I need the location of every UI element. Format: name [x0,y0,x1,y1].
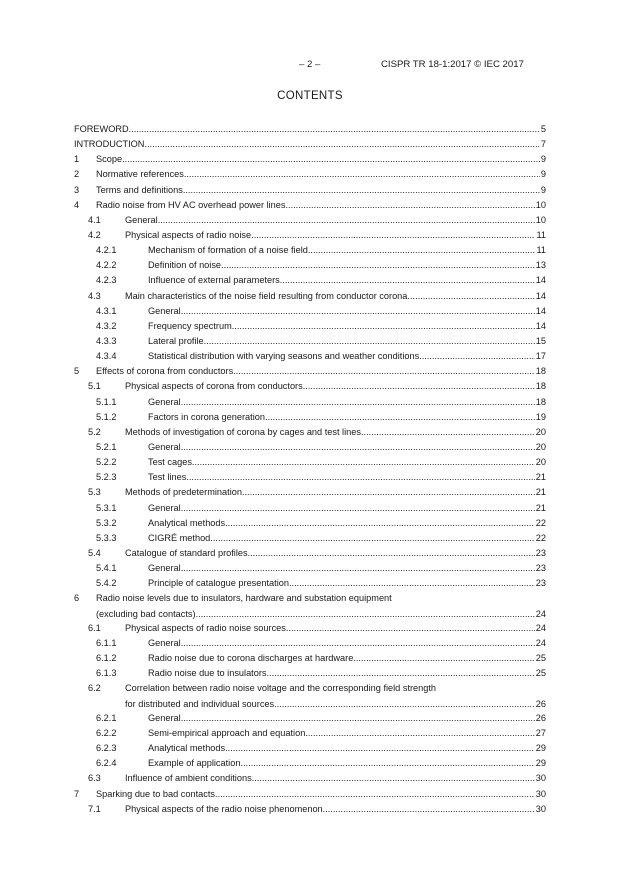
dot-leader [289,576,535,591]
toc-entry-page: 13 [535,260,546,271]
toc-entry-number: 6.2.3 [96,743,117,754]
toc-entry-number: 6.2.1 [96,712,117,723]
toc-entry-page: 27 [535,728,546,739]
toc-entry-title: General [148,441,181,452]
toc-entry-page: 11 [536,245,546,256]
toc-entry-page: 10 [535,214,546,225]
toc-entry-page: 21 [535,472,546,483]
toc-entry[interactable] [74,410,546,425]
toc-entry-page: 25 [535,653,546,664]
dot-leader [186,470,534,485]
toc-entry-number: 6.1 [88,622,101,633]
toc-entry-number: 5.3.1 [96,502,117,513]
dot-leader [233,364,535,379]
dot-leader [323,802,535,817]
dot-leader [181,711,535,726]
toc-entry-number: 5.2.2 [96,457,117,468]
toc-entry-title: Influence of external parameters [148,275,280,286]
toc-entry-number: 5.2.1 [96,441,117,452]
toc-entry-page: 9 [540,184,546,195]
toc-entry-page: 29 [535,758,546,769]
dot-leader [204,334,535,349]
toc-entry-page: 18 [535,381,546,392]
dot-leader [225,516,535,531]
toc-entry-number: 4.3 [88,290,101,301]
dot-leader [419,349,535,364]
toc-entry-page: 22 [535,532,546,543]
toc-entry[interactable] [74,531,546,546]
toc-entry[interactable] [74,364,546,379]
dot-leader [210,531,534,546]
toc-entry[interactable] [74,349,546,364]
toc-entry-number: 4.2 [88,229,101,240]
toc-entry-page: 9 [540,154,546,165]
toc-entry-number: 7 [74,788,80,799]
toc-entry-title: Test lines [148,472,187,483]
toc-entry-number: 6.2.2 [96,728,117,739]
toc-entry-number: 3 [74,184,80,195]
dot-leader [251,228,535,243]
toc-entry-title: Radio noise due to corona discharges at hardware [148,653,354,664]
toc-entry-title: General [148,638,181,648]
toc-entry-title: Scope [96,154,123,165]
dot-leader [252,771,535,786]
toc-entry-title: Terms and definitions [96,184,183,195]
toc-entry[interactable] [74,243,546,258]
toc-entry-page: 26 [535,698,546,709]
toc-entry[interactable] [74,455,546,470]
toc-entry-title: Frequency spectrum [148,320,232,331]
toc-entry-number: 2 [74,169,80,180]
toc-entry-page: 14 [535,305,546,316]
toc-entry[interactable] [74,576,546,591]
toc-entry-page: 30 [535,773,546,784]
toc-entry-title: General [148,712,181,723]
toc-entry-number: 6 [74,593,80,604]
toc-entry-title: Effects of corona from conductors [96,366,234,377]
toc-entry-number: 4.3.2 [96,320,117,331]
toc-entry-number: 5.4 [88,547,101,558]
toc-entry[interactable] [74,711,546,726]
toc-entry-page: 30 [535,788,546,799]
toc-entry[interactable] [74,726,546,741]
toc-entry-title: Physical aspects of radio noise sources [125,622,286,633]
toc-entry-page: 24 [535,622,546,633]
toc-entry-number: 5.3.2 [96,517,117,528]
toc-entry-title: Correlation between radio noise voltage and the corresponding field strength [125,683,437,694]
toc-entry-title-continuation: for distributed and individual sources [125,698,275,709]
toc-entry-page: 18 [535,396,546,407]
dot-leader [181,395,535,410]
toc-entry-number: 4.2.2 [96,260,117,271]
toc-entry-page: 17 [535,351,546,362]
toc-entry-page: 20 [535,441,546,452]
dot-leader [181,561,535,576]
dot-leader [280,273,535,288]
dot-leader [303,379,535,394]
toc-entry[interactable] [74,636,546,651]
toc-entry[interactable] [74,516,546,531]
toc-entry[interactable] [74,802,546,817]
toc-entry-title: Methods of investigation of corona by cages and test lines [125,426,361,437]
toc-entry[interactable] [74,137,546,152]
toc-entry-number: 5 [74,366,80,377]
toc-entry-title: INTRODUCTION [74,139,145,150]
toc-entry-title: Catalogue of standard profiles [125,547,248,558]
toc-entry-title: Influence of ambient conditions [125,773,252,784]
dot-leader [265,410,535,425]
toc-entry-number: 6.1.3 [96,668,117,679]
dot-leader [232,319,535,334]
dot-leader [196,607,535,622]
toc-entry-title: General [148,396,181,407]
dot-leader [407,289,534,304]
dot-leader [240,756,534,771]
dot-leader [184,167,540,182]
toc-entry-number: 5.2.3 [96,472,117,483]
dot-leader [158,213,535,228]
toc-entry-page: 20 [535,457,546,468]
toc-entry[interactable] [74,681,546,711]
toc-entry[interactable] [74,152,546,167]
toc-entry[interactable] [74,198,546,213]
toc-entry[interactable] [74,561,546,576]
toc-entry-page: 30 [535,803,546,814]
toc-entry[interactable] [74,501,546,516]
dot-leader [181,636,535,651]
toc-entry[interactable] [74,289,546,304]
dot-leader [181,440,535,455]
dot-leader [192,455,535,470]
toc-entry-page: 18 [535,366,546,377]
toc-entry[interactable] [74,167,546,182]
toc-entry[interactable] [74,273,546,288]
toc-entry-page: 21 [535,502,546,513]
toc-entry-number: 5.3.3 [96,532,117,543]
toc-entry[interactable] [74,213,546,228]
toc-entry-title: Radio noise levels due to insulators, hardware and substation equipment [96,593,392,604]
dot-leader [286,621,535,636]
dot-leader [181,304,535,319]
toc-entry-page: 14 [535,320,546,331]
toc-entry-title: Physical aspects of the radio noise phenomenon [125,803,323,814]
toc-entry-page: 10 [535,199,546,210]
toc-entry-page: 5 [540,124,546,134]
toc-entry-number: 5.1 [88,381,101,392]
toc-entry[interactable] [74,425,546,440]
dot-leader [267,666,535,681]
toc-entry-page: 25 [535,668,546,679]
dot-leader [215,787,535,802]
toc-entry[interactable] [74,741,546,756]
toc-entry-title: Analytical methods [148,517,226,528]
toc-entry-page: 23 [535,578,546,589]
dot-leader [122,152,540,167]
toc-entry-page: 22 [535,517,546,528]
toc-entry-title: Main characteristics of the noise field resulting from conductor corona [125,290,408,301]
toc-entry[interactable] [74,183,546,198]
toc-entry-page: 24 [535,638,546,648]
toc-entry-number: 6.3 [88,773,101,784]
toc-entry-number: 6.1.2 [96,653,117,664]
toc-entry-number: 5.3 [88,487,101,498]
toc-entry-title: Lateral profile [148,335,204,346]
toc-entry-page: 9 [540,169,546,180]
toc-entry-title: Factors in corona generation [148,411,265,422]
toc-entry-title: FOREWORD [74,124,129,134]
toc-entry[interactable] [74,228,546,243]
dot-leader [129,122,540,137]
toc-entry-page: 19 [535,411,546,422]
toc-entry-number: 4.3.4 [96,351,117,362]
toc-entry[interactable] [74,379,546,394]
toc-entry-number: 4.3.3 [96,335,117,346]
toc-entry-title: Radio noise due to insulators [148,668,267,679]
toc-entry-page: 20 [535,426,546,437]
toc-entry[interactable] [74,122,546,137]
page-number: – 2 – [299,59,321,70]
toc-entry-page: 21 [535,487,546,498]
toc-entry-number: 5.1.1 [96,396,117,407]
toc-entry-title: Statistical distribution with varying seasons and weather conditions [148,351,420,362]
dot-leader [248,546,535,561]
dot-leader [242,485,535,500]
toc-entry-title: General [125,214,158,225]
dot-leader [221,258,535,273]
toc-entry-title: Test cages [148,457,192,468]
toc-entry-number: 4.2.3 [96,275,117,286]
toc-entry-page: 15 [535,335,546,346]
toc-entry[interactable] [74,258,546,273]
toc-entry-title: General [148,563,181,574]
toc-entry-number: 5.4.1 [96,563,117,574]
page-title: CONTENTS [277,90,343,102]
toc-entry-title: Methods of predetermination [125,487,242,498]
toc-entry-number: 7.1 [88,803,101,814]
toc-entry[interactable] [74,666,546,681]
toc-entry-number: 5.1.2 [96,411,117,422]
toc-entry[interactable] [74,395,546,410]
toc-entry[interactable] [74,304,546,319]
dot-leader [274,697,535,712]
dot-leader [181,501,535,516]
toc-entry-title: Semi-empirical approach and equation [148,728,306,739]
toc-entry-title: CIGRÉ method [148,532,211,543]
dot-leader [305,726,534,741]
toc-entry[interactable] [74,485,546,500]
toc-entry[interactable] [74,771,546,786]
dot-leader [225,741,535,756]
toc-entry-page: 14 [535,275,546,286]
toc-entry-page: 26 [535,712,546,723]
toc-entry-title: Physical aspects of radio noise [125,229,252,240]
toc-entry[interactable] [74,756,546,771]
table-of-contents [74,122,546,817]
toc-entry-title: Radio noise from HV AC overhead power lines [96,199,286,210]
toc-entry[interactable] [74,651,546,666]
toc-entry-page: 14 [535,290,546,301]
toc-entry-page: 24 [535,608,546,619]
toc-entry-title: Normative references [96,169,184,180]
toc-entry-title: Mechanism of formation of a noise field [148,245,308,256]
toc-entry-title-continuation: (excluding bad contacts) [96,608,196,619]
toc-entry-number: 6.2 [88,683,101,694]
toc-entry-title: Example of application [148,758,241,769]
toc-entry-number: 4.3.1 [96,305,117,316]
document-reference: CISPR TR 18-1:2017 © IEC 2017 [381,59,524,70]
dot-leader [308,243,536,258]
toc-entry-number: 4.1 [88,214,101,225]
dot-leader [361,425,535,440]
toc-entry[interactable] [74,334,546,349]
dot-leader [353,651,534,666]
toc-entry-number: 6.1.1 [96,638,117,648]
toc-entry-title: General [148,305,181,316]
toc-entry-title: Analytical methods [148,743,226,754]
dot-leader [144,137,539,152]
toc-entry[interactable] [74,787,546,802]
toc-entry[interactable] [74,319,546,334]
toc-entry-number: 5.2 [88,426,101,437]
toc-entry-title: General [148,502,181,513]
toc-entry-number: 6.2.4 [96,758,117,769]
toc-entry-number: 5.4.2 [96,578,117,589]
toc-entry-title: Sparking due to bad contacts [96,788,216,799]
dot-leader [285,198,534,213]
toc-entry-title: Definition of noise [148,260,222,271]
toc-entry-number: 4 [74,199,80,210]
toc-entry-page: 29 [535,743,546,754]
toc-entry-title: Principle of catalogue presentation [148,578,289,589]
toc-entry-page: 11 [536,229,546,240]
toc-entry-page: 23 [535,547,546,558]
toc-entry[interactable] [74,546,546,561]
toc-entry-title: Physical aspects of corona from conductors [125,381,303,392]
toc-entry-page: 7 [540,139,546,150]
toc-entry[interactable] [74,591,546,621]
toc-entry-page: 23 [535,563,546,574]
dot-leader [183,183,540,198]
toc-entry-number: 4.2.1 [96,245,117,256]
toc-entry-number: 1 [74,154,80,165]
toc-entry[interactable] [74,440,546,455]
toc-entry[interactable] [74,470,546,485]
toc-entry[interactable] [74,621,546,636]
